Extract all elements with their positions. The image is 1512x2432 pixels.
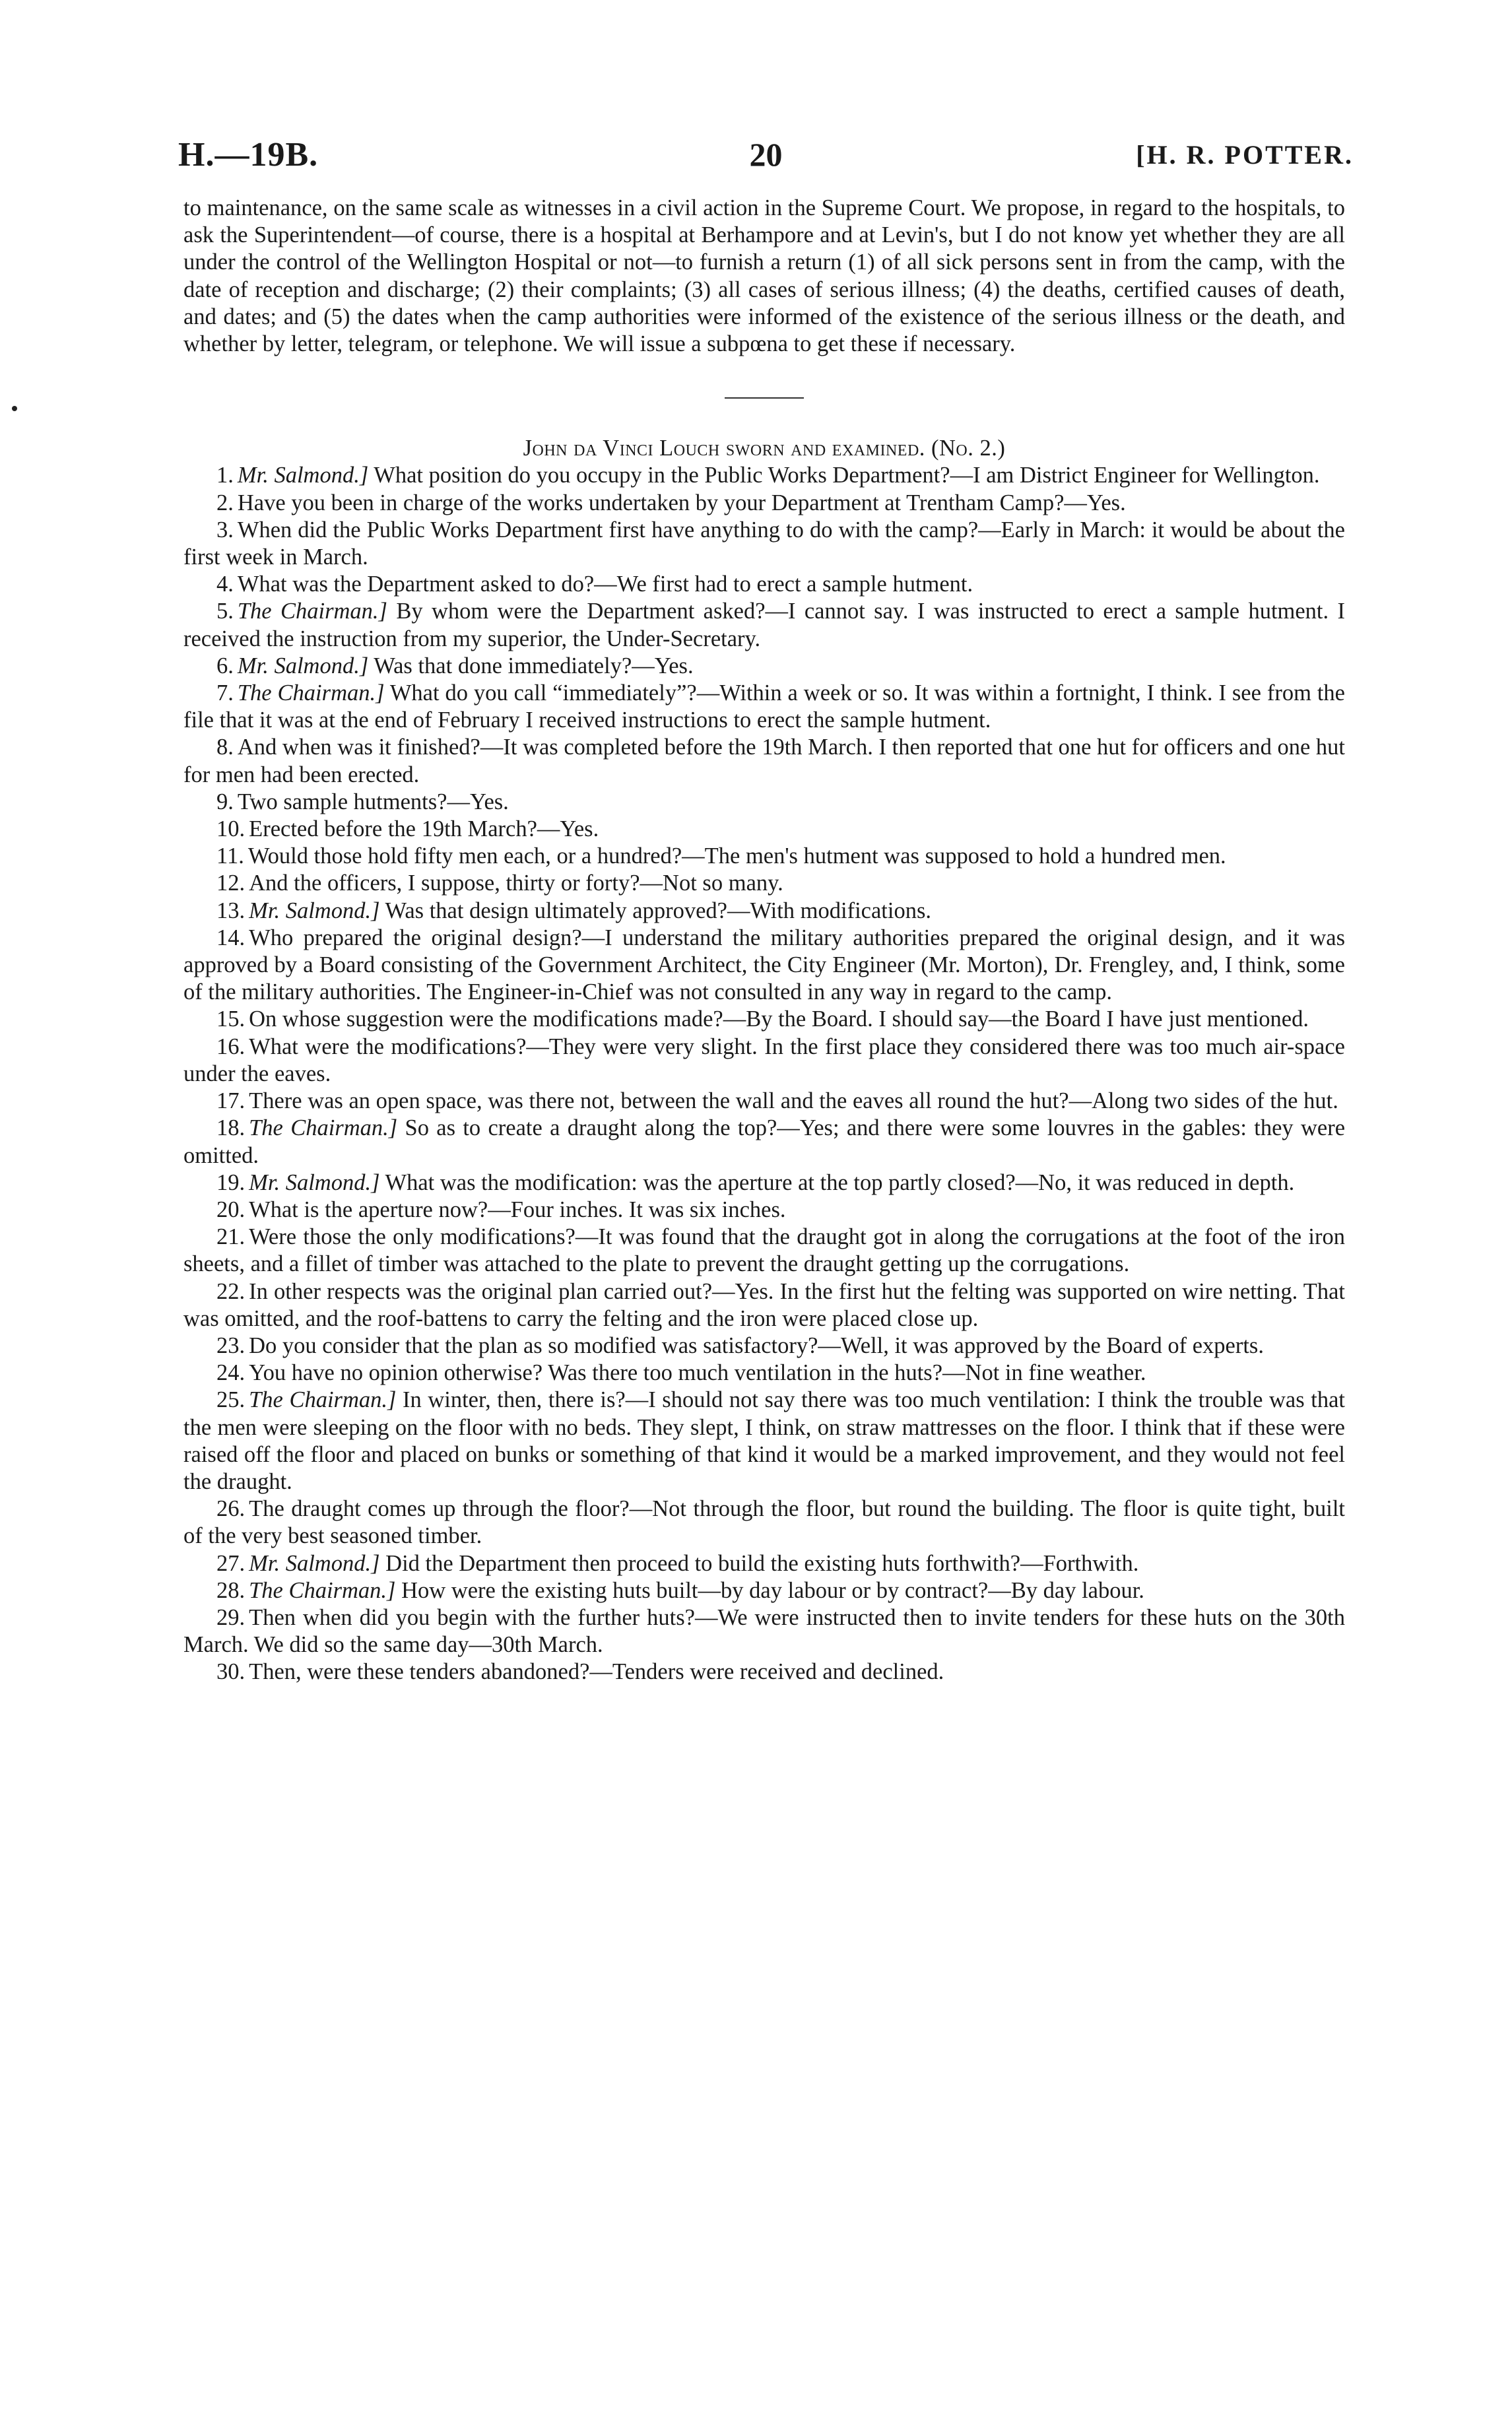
question-number: 15. xyxy=(216,1006,246,1032)
question-text: You have no opinion otherwise? Was there too much ventilation in the huts?—Not in fine weather. xyxy=(249,1360,1146,1386)
question-paragraph xyxy=(183,517,1345,571)
question-text: What was the Department asked to do?—We first had to erect a sample hutment. xyxy=(237,572,973,597)
speaker-label: Mr. Salmond.] xyxy=(249,1169,380,1195)
question-number: 17. xyxy=(216,1088,246,1114)
speaker-label: The Chairman.] xyxy=(237,599,387,624)
question-number: 12. xyxy=(216,871,246,896)
question-text: When did the Public Works Department first have anything to do with the camp?—Early in March: it would be about the first week in March. xyxy=(183,517,1345,570)
question-number: 25. xyxy=(216,1387,246,1413)
question-paragraph xyxy=(183,1088,1345,1115)
question-text: Do you consider that the plan as so modified was satisfactory?—Well, it was approved by the Board of experts. xyxy=(249,1332,1264,1358)
question-paragraph xyxy=(183,870,1345,897)
question-paragraph xyxy=(183,843,1345,870)
question-number: 22. xyxy=(216,1278,246,1304)
question-number: 30. xyxy=(216,1659,246,1685)
question-paragraph xyxy=(183,1577,1345,1604)
question-text: In other respects was the original plan carried out?—Yes. In the first hut the felting was supported on wire netting. That was omitted, and the roof-battens to carry the felting and the iron were placed close up. xyxy=(183,1278,1345,1331)
question-text: There was an open space, was there not, between the wall and the eaves all round the hut?—Along two sides of the hut. xyxy=(249,1088,1338,1114)
page-header xyxy=(178,135,1354,181)
question-number: 28. xyxy=(216,1577,246,1603)
question-paragraph xyxy=(183,1006,1345,1033)
question-text: Then when did you begin with the further huts?—We were instructed then to invite tenders for these huts on the 30th March. We did so the same day—30th March. xyxy=(183,1604,1345,1658)
question-number: 18. xyxy=(216,1115,246,1141)
question-paragraph xyxy=(183,598,1345,652)
question-text: Would those hold fifty men each, or a hundred?—The men's hutment was supposed to hold a hundred men. xyxy=(247,843,1226,869)
question-paragraph xyxy=(183,653,1345,680)
question-number: 7. xyxy=(216,680,234,706)
question-text: What position do you occupy in the Public Works Department?—I am District Engineer for Wellington. xyxy=(374,463,1320,488)
witness-name: John da Vinci Louch xyxy=(523,436,720,461)
question-text: And when was it finished?—It was completed before the 19th March. I then reported that one hut for officers and one hut for men had been erected. xyxy=(183,735,1345,787)
witness-status: sworn and examined. xyxy=(725,436,925,461)
speaker-label: Mr. Salmond.] xyxy=(237,463,369,488)
question-paragraph xyxy=(183,1387,1345,1495)
question-text: What were the modifications?—They were very slight. In the first place they considered there was too much air-space under the eaves. xyxy=(183,1034,1345,1086)
question-number: 10. xyxy=(216,816,246,842)
question-number: 26. xyxy=(216,1496,246,1522)
speaker-label: The Chairman.] xyxy=(237,680,385,706)
question-paragraph xyxy=(183,680,1345,734)
question-text: Did the Department then proceed to build the existing huts forthwith?—Forthwith. xyxy=(385,1550,1139,1576)
question-text: Who prepared the original design?—I understand the military authorities prepared the original design, and it was approved by a Board consisting of the Government Architect, the City Engineer (Mr. Morton), Dr. Frengley, and, I think, some of the military authorities. The Engineer-in-Chief was not consulted in any way in regard to the camp. xyxy=(183,925,1345,1005)
intro-paragraph: to maintenance, on the same scale as witnesses in a civil action in the Supreme Court. We propose, in regard to the hospitals, to ask the Superintendent—of course, there is a hospital at Berhampore and at Levin's, but I do not know yet whether they are all under the control of the Wellington Hospital or not—to furnish a return (1) of all sick persons sent in from the camp, with the date of reception and discharge; (2) their complaints; (3) all cases of serious illness; (4) the deaths, certified causes of death, and dates; and (5) the dates when the camp authorities were informed of the existence of the serious illness or the death, and whether by letter, telegram, or telephone. We will issue a subpœna to get these if necessary. xyxy=(183,195,1345,357)
question-number: 21. xyxy=(216,1224,246,1250)
question-text: By whom were the Department asked?—I cannot say. I was instructed to erect a sample hutment. I received the instruction from my superior, the Under-Secretary. xyxy=(183,599,1345,651)
question-paragraph xyxy=(183,1495,1345,1550)
question-number: 9. xyxy=(216,789,234,814)
question-text: Two sample hutments?—Yes. xyxy=(237,789,509,814)
question-number: 5. xyxy=(216,599,234,624)
witness-number: (No. 2.) xyxy=(931,436,1006,461)
question-text: Erected before the 19th March?—Yes. xyxy=(249,816,599,842)
question-paragraph xyxy=(183,1278,1345,1332)
question-paragraph xyxy=(183,1115,1345,1169)
question-text: Have you been in charge of the works undertaken by your Department at Trentham Camp?—Yes. xyxy=(237,490,1126,515)
question-number: 24. xyxy=(216,1360,246,1386)
question-text: Were those the only modifications?—It was found that the draught got in along the corrugations at the foot of the iron sheets, and a fillet of timber was attached to the plate to prevent the draught getting up the corrugations. xyxy=(183,1224,1345,1277)
speaker-label: The Chairman.] xyxy=(249,1387,397,1413)
speaker-label: Mr. Salmond.] xyxy=(249,1550,380,1576)
question-paragraph xyxy=(183,1360,1345,1387)
question-number: 3. xyxy=(216,517,234,542)
question-paragraph xyxy=(183,898,1345,925)
margin-dot xyxy=(12,406,17,411)
question-text: On whose suggestion were the modifications made?—By the Board. I should say—the Board I have just mentioned. xyxy=(249,1006,1309,1032)
question-number: 1. xyxy=(216,463,234,488)
question-number: 19. xyxy=(216,1169,246,1195)
section-divider xyxy=(725,397,804,399)
question-number: 4. xyxy=(216,572,234,597)
question-text: In winter, then, there is?—I should not say there was too much ventilation: I think the trouble was that the men were sleeping on the floor with no beds. They slept, I think, on straw mattresses on the floor. I think that if these were raised off the floor and placed on bunks or something of that kind it would be a marked improvement, and they would not feel the draught. xyxy=(183,1387,1345,1494)
question-text: And the officers, I suppose, thirty or forty?—Not so many. xyxy=(249,871,783,896)
question-paragraph xyxy=(183,1034,1345,1088)
question-number: 2. xyxy=(216,490,234,515)
question-number: 8. xyxy=(216,735,234,760)
page-number: 20 xyxy=(749,136,783,173)
question-text: Was that design ultimately approved?—With modifications. xyxy=(385,898,932,923)
question-text: What do you call “immediately”?—Within a week or so. It was within a fortnight, I think. I see from the file that it was at the end of February I received instructions to erect the sample hutment. xyxy=(183,680,1345,733)
question-paragraph xyxy=(183,1604,1345,1659)
question-number: 16. xyxy=(216,1034,246,1059)
question-paragraph xyxy=(183,490,1345,517)
question-list xyxy=(183,462,1345,1686)
question-text: What was the modification: was the aperture at the top partly closed?—No, it was reduced in depth. xyxy=(385,1169,1295,1195)
question-paragraph xyxy=(183,925,1345,1006)
speaker-label: Mr. Salmond.] xyxy=(249,898,380,923)
question-number: 27. xyxy=(216,1550,246,1576)
speaker-label: The Chairman.] xyxy=(249,1577,396,1603)
question-paragraph xyxy=(183,734,1345,788)
speaker-label: The Chairman.] xyxy=(249,1115,398,1141)
question-number: 14. xyxy=(216,925,246,950)
witness-running-head: [H. R. POTTER. xyxy=(1136,140,1354,170)
question-text: How were the existing huts built—by day labour or by contract?—By day labour. xyxy=(401,1577,1144,1603)
question-number: 20. xyxy=(216,1197,246,1222)
question-paragraph xyxy=(183,1550,1345,1577)
question-number: 23. xyxy=(216,1332,246,1358)
question-paragraph xyxy=(183,789,1345,816)
question-text: So as to create a draught along the top?—Yes; and there were some louvres in the gables: they were omitted. xyxy=(183,1115,1346,1168)
question-paragraph xyxy=(183,1332,1345,1360)
question-number: 29. xyxy=(216,1604,246,1630)
question-paragraph xyxy=(183,462,1345,489)
question-paragraph xyxy=(183,1169,1345,1197)
question-text: The draught comes up through the floor?—Not through the floor, but round the building. The floor is quite tight, built of the very best seasoned timber. xyxy=(183,1496,1345,1549)
question-text: Then, were these tenders abandoned?—Tenders were received and declined. xyxy=(249,1659,944,1685)
document-body xyxy=(183,195,1345,1686)
question-number: 11. xyxy=(216,843,244,869)
question-number: 6. xyxy=(216,653,234,678)
question-paragraph xyxy=(183,1659,1345,1686)
question-paragraph xyxy=(183,1224,1345,1278)
question-text: Was that done immediately?—Yes. xyxy=(374,653,694,678)
question-paragraph xyxy=(183,1197,1345,1224)
question-text: What is the aperture now?—Four inches. It was six inches. xyxy=(249,1197,786,1222)
question-paragraph xyxy=(183,571,1345,598)
document-reference: H.—19B. xyxy=(178,136,319,174)
question-number: 13. xyxy=(216,898,246,923)
witness-heading xyxy=(183,435,1345,462)
question-paragraph xyxy=(183,816,1345,843)
speaker-label: Mr. Salmond.] xyxy=(237,653,369,678)
